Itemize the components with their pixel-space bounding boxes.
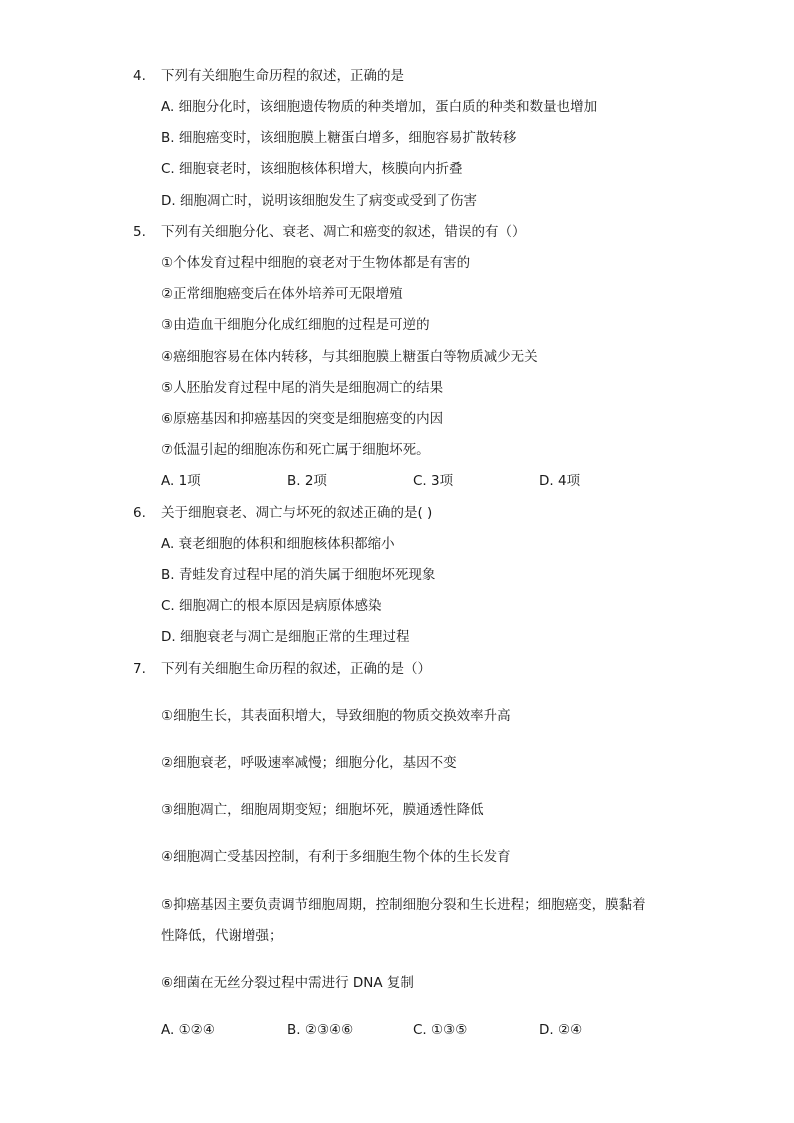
question-6-option-d: D. 细胞衰老与凋亡是细胞正常的生理过程 [161, 629, 410, 645]
question-4-option-a: A. 细胞分化时，该细胞遗传物质的种类增加，蛋白质的种类和数量也增加 [161, 99, 598, 115]
question-7-stem: 下列有关细胞生命历程的叙述，正确的是（） [161, 661, 431, 677]
question-7-item-5: ⑤抑癌基因主要负责调节细胞周期，控制细胞分裂和生长进程；细胞癌变，膜黏着 [161, 897, 646, 913]
question-7-option-b: B. ②③④⑥ [287, 1022, 354, 1038]
question-5-item-5: ⑤人胚胎发育过程中尾的消失是细胞凋亡的结果 [161, 380, 444, 396]
question-5-item-1: ①个体发育过程中细胞的衰老对于生物体都是有害的 [161, 255, 471, 271]
question-7-item-3: ③细胞凋亡，细胞周期变短；细胞坏死，膜通透性降低 [161, 802, 484, 818]
question-4-option-b: B. 细胞癌变时，该细胞膜上糖蛋白增多，细胞容易扩散转移 [161, 130, 517, 146]
question-5-item-7: ⑦低温引起的细胞冻伤和死亡属于细胞坏死。 [161, 442, 430, 458]
question-5-number: 5. [133, 224, 146, 240]
question-7-option-a: A. ①②④ [161, 1022, 215, 1038]
question-7-item-4: ④细胞凋亡受基因控制，有利于多细胞生物个体的生长发育 [161, 849, 511, 865]
question-5-option-a: A. 1项 [161, 473, 201, 489]
question-7-item-6: ⑥细菌在无丝分裂过程中需进行 DNA 复制 [161, 975, 414, 991]
question-5-item-3: ③由造血干细胞分化成红细胞的过程是可逆的 [161, 317, 430, 333]
question-6-number: 6. [133, 505, 146, 521]
question-5-item-6: ⑥原癌基因和抑癌基因的突变是细胞癌变的内因 [161, 411, 444, 427]
question-7-number: 7. [133, 661, 146, 677]
question-4-number: 4. [133, 68, 146, 84]
question-5-item-2: ②正常细胞癌变后在体外培养可无限增殖 [161, 286, 403, 302]
question-5-option-d: D. 4项 [539, 473, 581, 489]
question-6-option-b: B. 青蛙发育过程中尾的消失属于细胞坏死现象 [161, 567, 436, 583]
question-5-option-b: B. 2项 [287, 473, 327, 489]
question-5-item-4: ④癌细胞容易在体内转移，与其细胞膜上糖蛋白等物质减少无关 [161, 349, 538, 365]
question-4-stem: 下列有关细胞生命历程的叙述，正确的是 [161, 68, 404, 84]
question-7-item-2: ②细胞衰老，呼吸速率减慢；细胞分化，基因不变 [161, 755, 457, 771]
question-5-stem: 下列有关细胞分化、衰老、凋亡和癌变的叙述，错误的有（） [161, 224, 526, 240]
question-7-item-1: ①细胞生长，其表面积增大，导致细胞的物质交换效率升高 [161, 708, 511, 724]
question-7-option-d: D. ②④ [539, 1022, 583, 1038]
question-7-option-c: C. ①③⑤ [413, 1022, 468, 1038]
question-4-option-d: D. 细胞凋亡时，说明该细胞发生了病变或受到了伤害 [161, 193, 477, 209]
question-4-option-c: C. 细胞衰老时，该细胞核体积增大，核膜向内折叠 [161, 161, 463, 177]
question-6-option-a: A. 衰老细胞的体积和细胞核体积都缩小 [161, 536, 395, 552]
question-6-option-c: C. 细胞凋亡的根本原因是病原体感染 [161, 598, 382, 614]
question-7-item-5-cont: 性降低，代谢增强； [161, 928, 283, 944]
question-6-stem: 关于细胞衰老、凋亡与坏死的叙述正确的是( ) [161, 505, 433, 521]
question-5-option-c: C. 3项 [413, 473, 454, 489]
